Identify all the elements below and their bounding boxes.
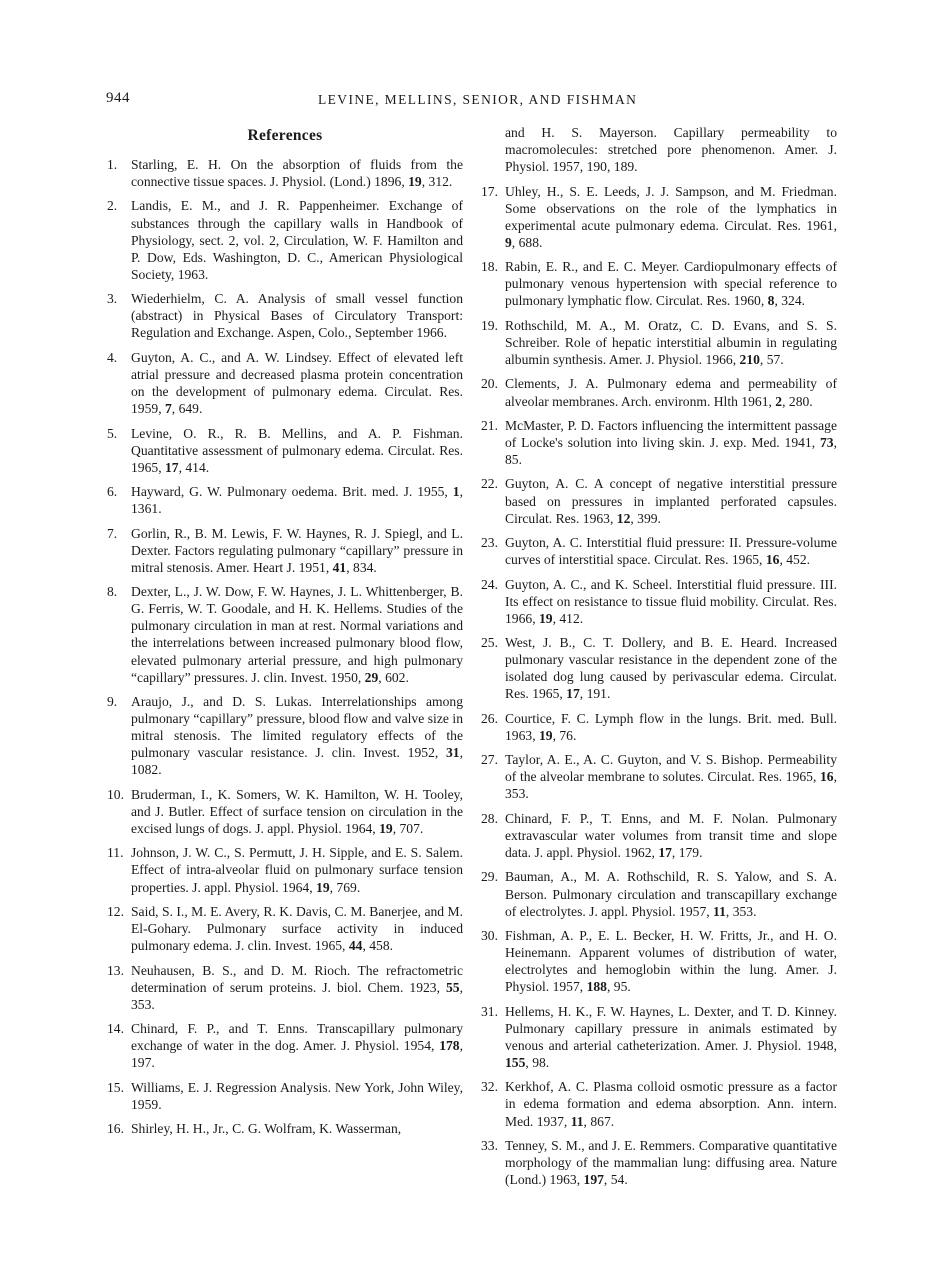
reference-number: 9. [107,694,118,709]
reference-number: 20. [481,376,498,392]
reference-number: 15. [107,1079,124,1095]
reference-number: 10. [107,786,124,802]
reference-item [481,1137,837,1188]
reference-pages: , 1082. [131,745,463,778]
reference-volume: 155 [505,1054,526,1070]
reference-pages: , 280. [782,393,813,409]
reference-text: Courtice, F. C. Lymph flow in the lungs. Brit. med. Bull. 1963, [505,710,837,743]
reference-volume: 178 [439,1038,460,1054]
reference-volume: 197 [583,1172,604,1188]
reference-number: 5. [107,425,118,441]
reference-text: Landis, E. M., and J. R. Pappenheimer. Exchange of substances through the capillary walls in Handbook of Physiology, sect. 2, vol. 2, Circulation, W. F. Hamilton and P. Dow, Eds. Washington, D. C., American Physiological Society, 1963. [131,198,463,282]
reference-pages: , 179. [671,845,703,861]
reference-pages: , 191. [579,686,611,702]
reference-item [481,375,837,409]
reference-pages: , 353. [725,903,757,919]
reference-text: Rothschild, M. A., M. Oratz, C. D. Evans, and S. S. Schreiber. Role of hepatic interstitial albumin in regulating albumin synthesis. Amer. J. Physiol. 1966, [505,317,837,368]
reference-number: 27. [481,752,498,768]
reference-list-left [107,156,463,1137]
reference-pages: , 867. [583,1113,615,1129]
reference-volume: 17 [164,459,179,475]
reference-number: 21. [481,417,498,433]
reference-item [107,425,463,476]
reference-volume: 44 [348,938,363,954]
reference-item [481,927,837,995]
reference-item [481,1003,837,1071]
reference-pages: , 54. [603,1172,628,1188]
reference-volume: 16 [820,769,834,785]
reference-item [107,349,463,417]
reference-text: Williams, E. J. Regression Analysis. New York, John Wiley, 1959. [131,1079,463,1112]
reference-text: Bruderman, I., K. Somers, W. K. Hamilton, W. H. Tooley, and J. Butler. Effect of surface tension on circulation in the excised lungs of dogs. J. appl. Physiol. 1964, [131,786,463,836]
reference-text: Uhley, H., S. E. Leeds, J. J. Sampson, and M. Friedman. Some observations on the role of the lymphatics in experimental acute pulmonary edema. Circulat. Res. 1961, [505,183,837,233]
reference-number: 29. [481,869,498,885]
reference-number: 16. [107,1121,124,1137]
reference-pages: , 452. [779,552,811,568]
reference-pages: , 458. [362,938,394,954]
reference-item [107,844,463,895]
reference-number: 17. [481,183,498,199]
reference-volume: 19 [408,174,422,190]
reference-text: Clements, J. A. Pulmonary edema and permeability of alveolar membranes. Arch. environm. Hlth 1961, [505,376,837,409]
reference-list-right [481,183,837,1189]
reference-pages: , 707. [392,820,424,836]
reference-item [107,483,463,517]
reference-item [481,810,837,861]
reference-item [481,751,837,802]
reference-number: 31. [481,1003,498,1019]
reference-item [107,962,463,1013]
reference-number: 24. [481,576,498,592]
reference-pages: , 649. [171,401,203,417]
reference-pages: , 399. [630,510,661,526]
reference-number: 32. [481,1079,498,1095]
reference-volume: 19 [538,610,553,626]
references-column-left [107,124,463,1145]
reference-pages: , 414. [178,459,210,475]
reference-item [481,475,837,526]
reference-item [481,417,837,468]
reference-number: 1. [107,157,118,172]
reference-number: 13. [107,962,124,978]
reference-pages: , 85. [505,434,837,468]
reference-text: Guyton, A. C., and K. Scheel. Interstitial fluid pressure. III. Its effect on resistance to tissue fluid mobility. Circulat. Res. 1966, [505,576,837,626]
reference-pages: , 312. [421,174,453,190]
reference-volume: 73 [820,434,834,450]
reference-item [481,534,837,568]
reference-item [481,317,837,368]
reference-text: Hellems, H. K., F. W. Haynes, L. Dexter, and T. D. Kinney. Pulmonary capillary pressure in animals estimated by venous and arterial catheterization. Amer. J. Physiol. 1948, [505,1003,837,1053]
reference-item [107,786,463,837]
reference-volume: 1 [452,484,460,500]
reference-text: Levine, O. R., R. B. Mellins, and A. P. Fishman. Quantitative assessment of pulmonary edema. Circulat. Res. 1965, [131,425,463,475]
reference-volume: 41 [332,559,347,575]
reference-text: Guyton, A. C., and A. W. Lindsey. Effect of elevated left atrial pressure and decreased plasma protein concentration on the development of pulmonary edema. Circulat. Res. 1959, [131,349,463,417]
reference-item [481,634,837,702]
reference-pages: , 834. [346,559,377,575]
reference-pages: , 324. [774,293,806,309]
reference-text: Chinard, F. P., and T. Enns. Transcapillary pulmonary exchange of water in the dog. Amer. J. Physiol. 1954, [131,1021,463,1054]
reference-volume: 11 [713,903,726,919]
reference-volume: 8 [767,293,775,309]
reference-text: Said, S. I., M. E. Avery, R. K. Davis, C. M. Banerjee, and M. El-Gohary. Pulmonary surface activity in induced pulmonary edema. J. clin. Invest. 1965, [131,903,463,954]
reference-text: Tenney, S. M., and J. E. Remmers. Comparative quantitative morphology of the mammalian lung: diffusing area. Nature (Lond.) 1963, [505,1137,837,1188]
reference-volume: 17 [658,845,672,861]
reference-continuation [505,124,837,175]
reference-item [107,903,463,954]
reference-item [107,583,463,686]
reference-number: 11. [107,845,124,861]
reference-number: 26. [481,710,498,726]
reference-number: 12. [107,903,124,919]
reference-text: Rabin, E. R., and E. C. Meyer. Cardiopulmonary effects of pulmonary venous hypertension with special reference to pulmonary lymphatic flow. Circulat. Res. 1960, [505,259,837,309]
reference-pages: , 98. [525,1054,550,1070]
reference-volume: 19 [379,820,393,836]
reference-volume: 210 [739,352,760,368]
reference-number: 8. [107,584,118,600]
reference-number: 3. [107,291,118,307]
reference-number: 7. [107,525,118,541]
reference-text: Kerkhof, A. C. Plasma colloid osmotic pressure as a factor in edema formation and edema absorption. Ann. intern. Med. 1937, [505,1079,837,1129]
reference-item [107,290,463,341]
reference-volume: 31 [446,745,460,761]
reference-text: Taylor, A. E., A. C. Guyton, and V. S. Bishop. Permeability of the alveolar membrane to solutes. Circulat. Res. 1965, [505,752,837,785]
reference-text: McMaster, P. D. Factors influencing the intermittent passage of Locke's solution into living skin. J. exp. Med. 1941, [505,417,837,450]
reference-item [107,693,463,778]
reference-number: 2. [107,198,118,214]
reference-item [481,1078,837,1129]
reference-item [107,156,463,190]
reference-volume: 12 [616,510,631,526]
reference-number: 22. [481,476,498,492]
reference-text: Araujo, J., and D. S. Lukas. Interrelationships among pulmonary “capillary” pressure, blood flow and valve size in mitral stenosis. The limited regulatory effects of the pulmonary vascular resistance. J. clin. Invest. 1952, [131,694,463,761]
reference-volume: 9 [505,234,512,250]
reference-number: 19. [481,317,498,333]
reference-text: Guyton, A. C. Interstitial fluid pressure: II. Pressure-volume curves of interstitial space. Circulat. Res. 1965, [505,535,837,568]
reference-item [481,183,837,251]
reference-item [481,710,837,744]
reference-text: Bauman, A., M. A. Rothschild, R. S. Yalow, and S. A. Berson. Pulmonary circulation and transcapillary exchange of electrolytes. J. appl. Physiol. 1957, [505,869,837,919]
reference-volume: 55 [446,979,460,995]
reference-item [107,1120,463,1137]
reference-volume: 2 [775,393,783,409]
reference-volume: 16 [765,552,780,568]
references-heading: References [247,127,323,144]
reference-number: 33. [481,1137,498,1153]
references-column-right [481,124,837,1196]
reference-pages: , 412. [552,610,584,626]
reference-text: Neuhausen, B. S., and D. M. Rioch. The refractometric determination of serum proteins. J. biol. Chem. 1923, [131,962,463,995]
reference-text: Gorlin, R., B. M. Lewis, F. W. Haynes, R. J. Spiegl, and L. Dexter. Factors regulating pulmonary “capillary” pressure in mitral stenosis. Amer. Heart J. 1951, [131,525,463,575]
reference-pages: , 353. [505,769,837,802]
reference-volume: 7 [164,401,172,417]
reference-pages: , 769. [329,879,361,895]
reference-pages: , 57. [759,352,784,368]
reference-volume: 188 [586,979,607,995]
reference-item [481,576,837,627]
reference-pages: , 688. [511,234,543,250]
reference-number: 4. [107,349,118,365]
reference-item [107,197,463,282]
reference-volume: 19 [316,879,330,895]
reference-pages: , 189. [606,159,638,175]
reference-pages: , 353. [131,979,463,1012]
reference-item [107,1079,463,1113]
reference-text: Wiederhielm, C. A. Analysis of small vessel function (abstract) in Physical Bases of Circulatory Transport: Regulation and Exchange. Aspen, Colo., September 1966. [131,291,463,341]
reference-text: Shirley, H. H., Jr., C. G. Wolfram, K. Wasserman, [131,1121,402,1137]
reference-text: Guyton, A. C. A concept of negative interstitial pressure based on pressures in implanted perforated capsules. Circulat. Res. 1963, [505,476,837,526]
reference-item [481,868,837,919]
reference-item [107,1020,463,1071]
reference-text: Hayward, G. W. Pulmonary oedema. Brit. med. J. 1955, [131,484,453,500]
reference-pages: , 95. [606,979,631,995]
reference-number: 30. [481,928,498,943]
reference-volume: 17 [566,686,580,702]
reference-text: Chinard, F. P., T. Enns, and M. F. Nolan. Pulmonary extravascular water volumes from transit time and slope data. J. appl. Physiol. 1962, [505,810,837,861]
reference-number: 23. [481,535,498,551]
reference-text: and H. S. Mayerson. Capillary permeability to macromolecules: stretched pore phenomenon. Amer. J. Physiol. 1957, [505,125,837,175]
reference-text: Fishman, A. P., E. L. Becker, H. W. Fritts, Jr., and H. O. Heinemann. Apparent volumes of distribution of water, electrolytes and hemoglobin within the lung. Amer. J. Physiol. 1957, [505,928,837,995]
running-head: LEVINE, MELLINS, SENIOR, AND FISHMAN [318,92,638,107]
reference-item [481,258,837,309]
reference-volume: 19 [538,727,553,743]
reference-text: Dexter, L., J. W. Dow, F. W. Haynes, J. L. Whittenberger, B. G. Ferris, W. T. Goodale, and H. K. Hellems. Studies of the pulmonary circulation in man at rest. Normal variations and the interrelations between increased pulmonary blood flow, elevated pulmonary arterial pressure, and high pulmonary “capillary” pressures. J. clin. Invest. 1950, [131,584,463,685]
reference-number: 25. [481,635,498,651]
reference-item [107,525,463,576]
reference-pages: , 602. [378,669,409,685]
reference-number: 6. [107,484,118,500]
reference-pages: , 76. [552,727,577,743]
reference-pages: , 1361. [131,484,463,517]
reference-pages: , 197. [131,1038,463,1071]
reference-number: 28. [481,810,498,826]
reference-volume: 29 [364,669,379,685]
reference-text: Johnson, J. W. C., S. Permutt, J. H. Sipple, and E. S. Salem. Effect of intra-alveolar fluid on pulmonary surface tension properties. J. appl. Physiol. 1964, [131,845,463,895]
reference-volume: 190 [586,159,607,175]
reference-number: 14. [107,1021,124,1037]
reference-number: 18. [481,259,498,275]
reference-text: West, J. B., C. T. Dollery, and B. E. Heard. Increased pulmonary vascular resistance in the dependent zone of the isolated dog lung caused by perivascular edema. Circulat. Res. 1965, [505,635,837,702]
reference-text: Starling, E. H. On the absorption of fluids from the connective tissue spaces. J. Physiol. (Lond.) 1896, [131,157,463,190]
reference-volume: 11 [570,1113,584,1129]
page-number: 944 [106,90,130,106]
